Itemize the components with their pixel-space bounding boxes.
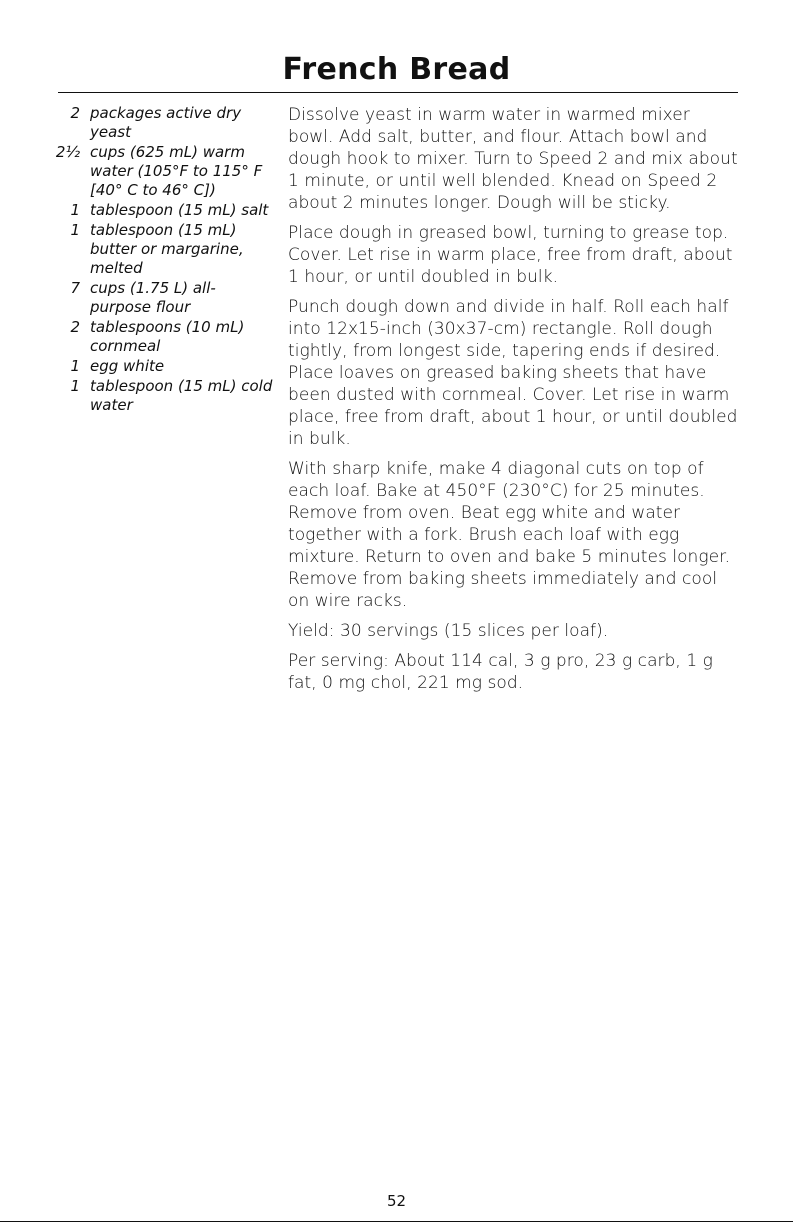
ingredient-text: packages active dry yeast [90,104,242,141]
ingredient-item [40,279,276,317]
page-title: French Bread [282,52,511,87]
yield-text: Yield: 30 servings (15 slices per loaf). [288,621,609,641]
ingredient-quantity: 2 [70,318,80,336]
ingredient-text: cups (1.75 L) all-purpose flour [90,279,216,316]
nutrition-text: Per serving: About 114 cal, 3 g pro, 23 g carb, 1 g fat, 0 mg chol, 221 mg sod. [288,651,713,693]
ingredient-item [40,221,276,278]
ingredient-quantity: 1 [70,201,80,219]
ingredient-text: egg white [90,357,165,375]
page-number: 52 [386,1192,407,1210]
direction-paragraph: Punch dough down and divide in half. Roll each half into 12x15-inch (30x37-cm) rectangle. Roll dough tightly, from longest side, tapering ends if desired. Place loaves on greased baking sheets that have been dusted with cornmeal. Cover. Let rise in warm place, free from draft, about 1 hour, or until doubled in bulk. [288,297,738,449]
ingredient-quantity: 1 [70,377,80,395]
ingredient-text: cups (625 mL) warm water (105°F to 115° F [40° C to 46° C]) [90,143,263,199]
ingredient-quantity: 1 [70,357,80,375]
ingredient-item [40,104,276,142]
ingredient-text: tablespoons (10 mL) cornmeal [90,318,245,355]
bottom-divider [0,1221,793,1222]
ingredient-text: tablespoon (15 mL) butter or margarine, melted [90,221,244,277]
ingredient-quantity: 2 [70,104,80,122]
ingredient-quantity: 2½ [55,143,80,161]
ingredient-item [40,318,276,356]
direction-paragraph: With sharp knife, make 4 diagonal cuts on top of each loaf. Bake at 450°F (230°C) for 25 minutes. Remove from oven. Beat egg white and water together with a fork. Brush each loaf with egg mixture. Return to oven and bake 5 minutes longer. Remove from baking sheets immediately and cool on wire racks. [288,459,731,611]
ingredient-text: tablespoon (15 mL) cold water [90,377,273,414]
ingredient-item [40,357,276,376]
direction-paragraph: Dissolve yeast in warm water in warmed mixer bowl. Add salt, butter, and flour. Attach bowl and dough hook to mixer. Turn to Speed 2 and mix about 1 minute, or until well blended. Knead on Speed 2 about 2 minutes longer. Dough will be sticky. [288,105,738,213]
ingredient-text: tablespoon (15 mL) salt [90,201,269,219]
ingredient-item [40,201,276,220]
ingredient-item [40,143,276,200]
ingredient-item [40,377,276,415]
direction-paragraph: Place dough in greased bowl, turning to grease top. Cover. Let rise in warm place, free from draft, about 1 hour, or until doubled in bulk. [288,223,733,287]
ingredient-quantity: 7 [70,279,80,297]
ingredient-quantity: 1 [70,221,80,239]
title-divider [58,92,738,93]
directions [288,104,740,702]
ingredient-list [40,104,276,416]
